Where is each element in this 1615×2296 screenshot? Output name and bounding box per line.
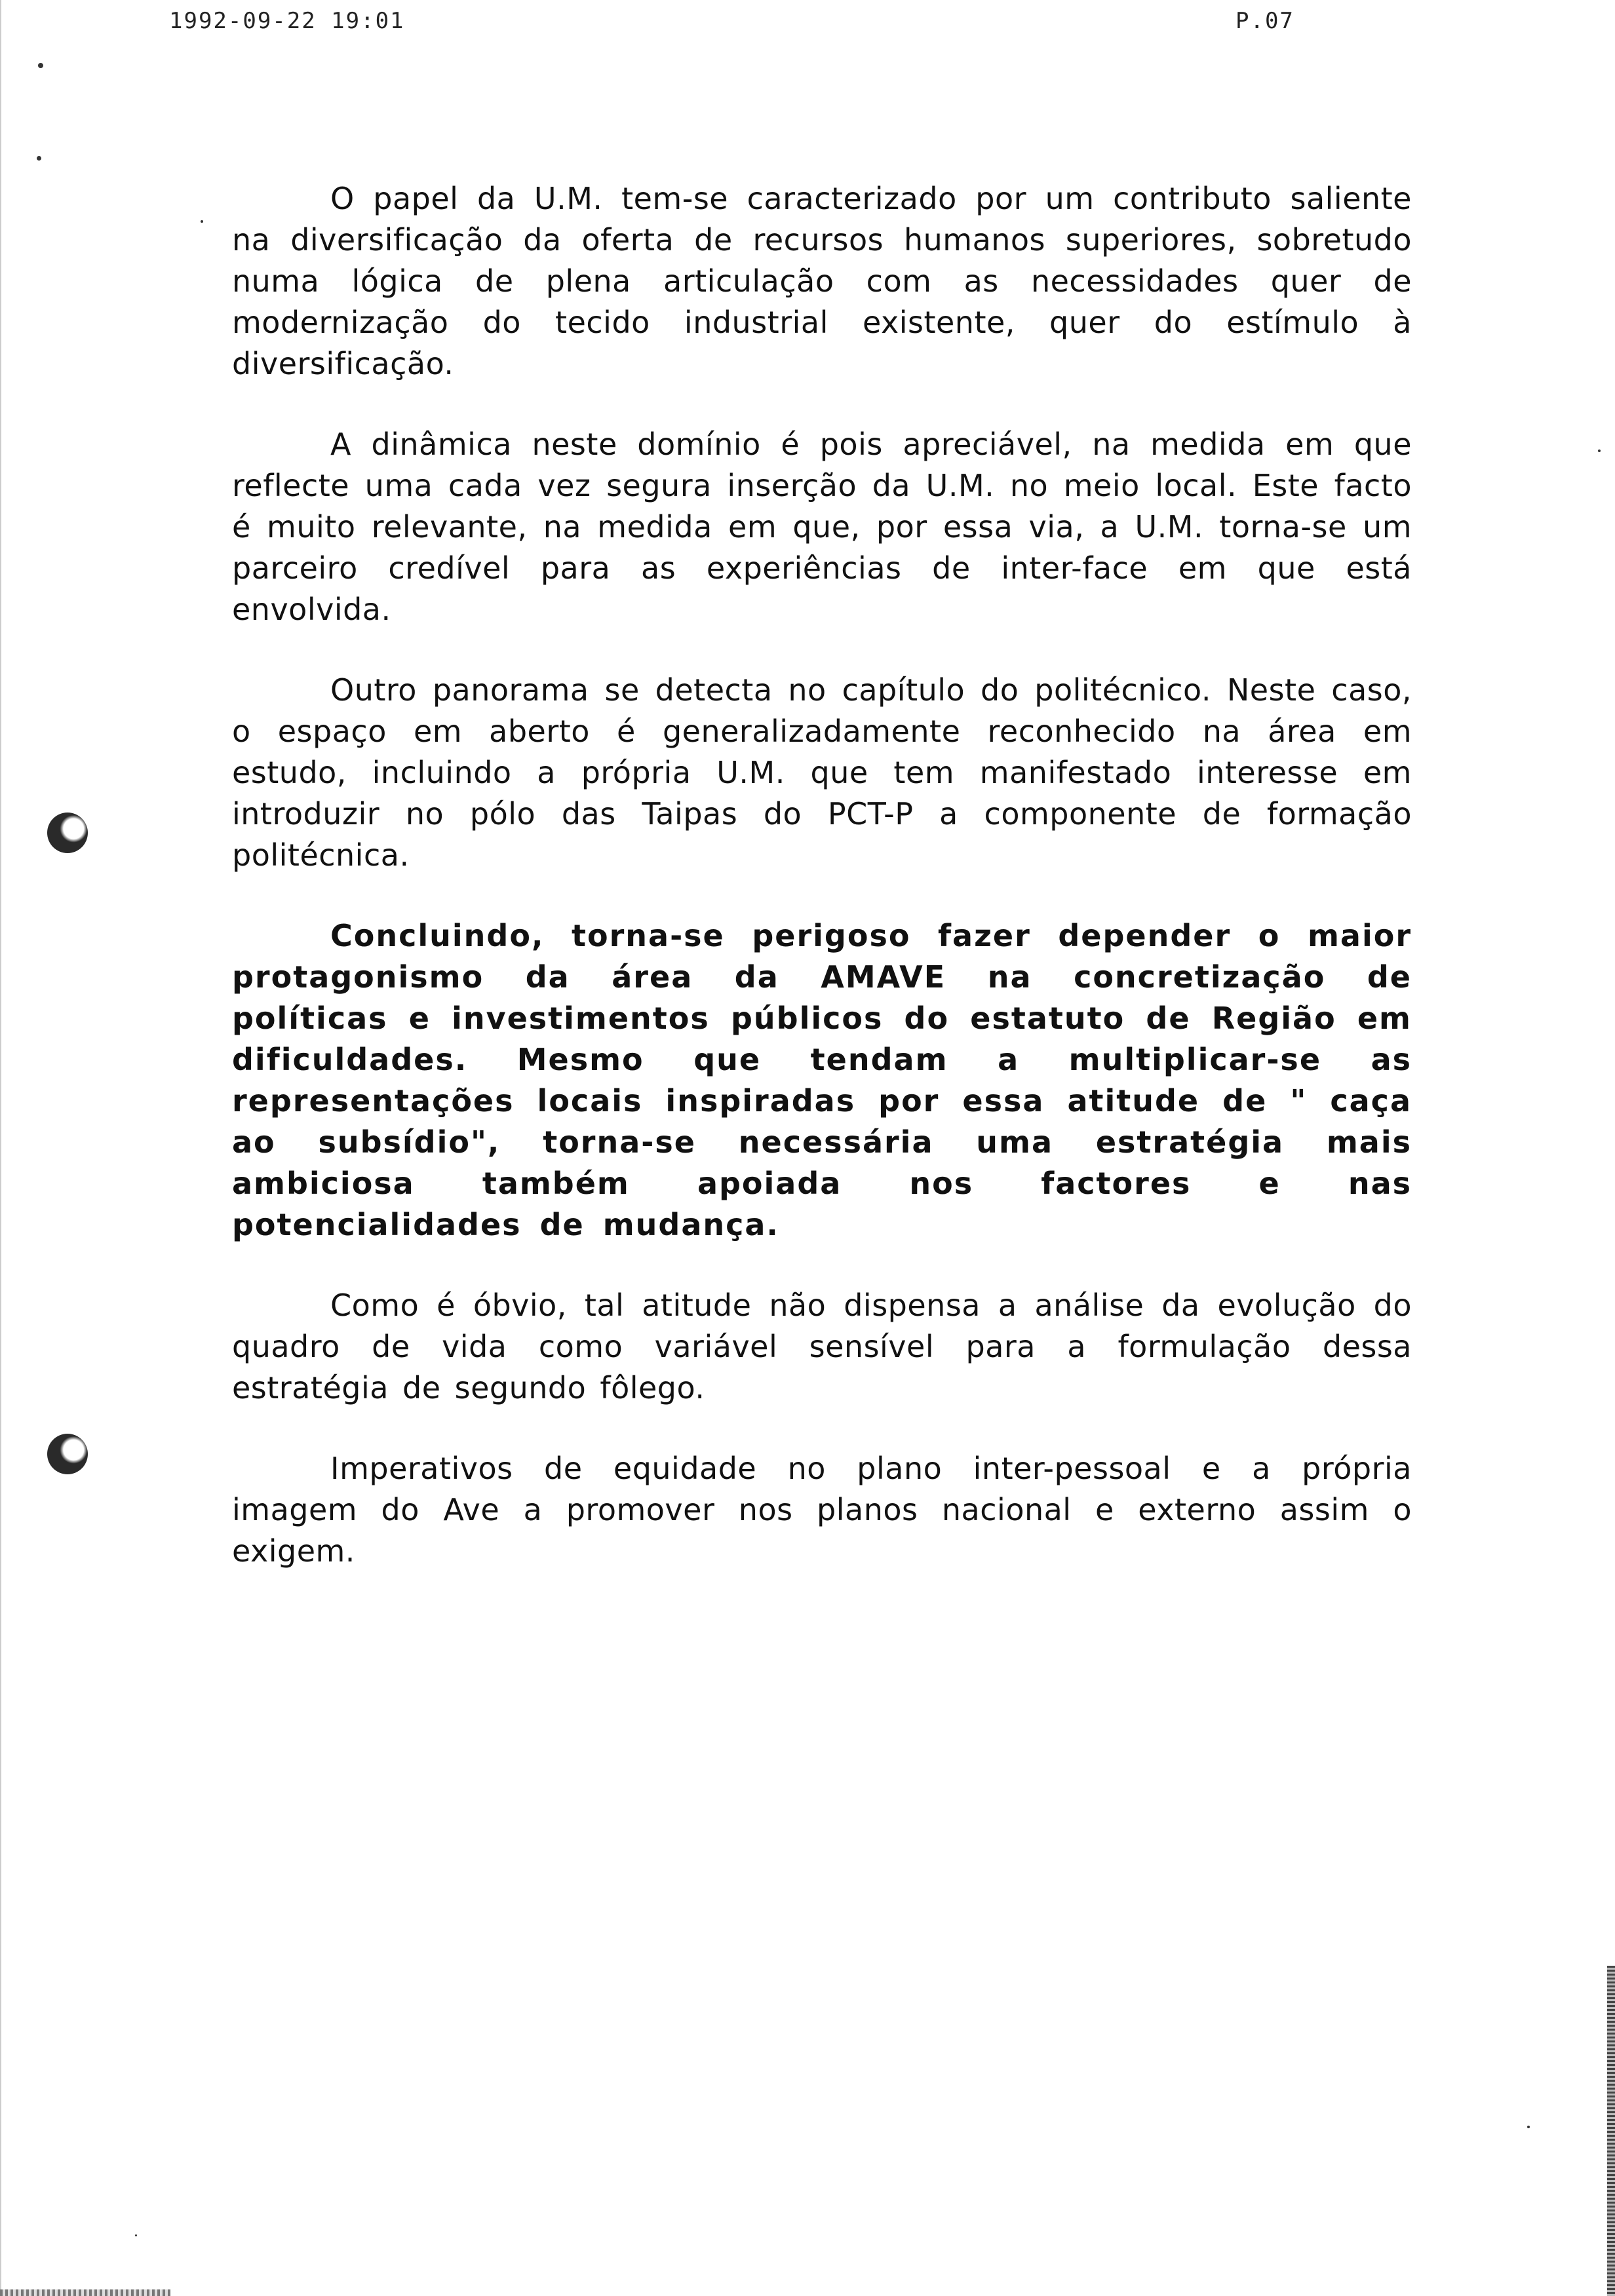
scan-speck	[38, 63, 43, 68]
fax-page-number: P.07	[1236, 8, 1294, 34]
scan-left-edge	[0, 0, 1, 2296]
scan-speck	[1598, 450, 1601, 452]
scan-speck	[135, 2234, 137, 2236]
paragraph-equity: Imperativos de equidade no plano inter-pessoal e a própria imagem do Ave a promover nos planos nacional e externo assim o exigem.	[232, 1451, 1412, 1569]
paragraph-um-role: O papel da U.M. tem-se caracterizado por um contributo saliente na diversificação da oferta de recursos humanos superiores, sobretudo numa lógica de plena articulação com as necessidades quer de modernização do tecido industrial existente, quer do estímulo à diversificação.	[232, 181, 1412, 381]
punch-hole-icon	[47, 813, 88, 853]
scan-speck	[1527, 2126, 1530, 2128]
paragraph-quality-of-life: Como é óbvio, tal atitude não dispensa a análise da evolução do quadro de vida como variável sensível para a formulação dessa estratégia de segundo fôlego.	[232, 1288, 1412, 1406]
paragraph-conclusion: Concluindo, torna-se perigoso fazer depender o maior protagonismo da área da AMAVE na concretização de políticas e investimentos públicos do estatuto de Região em dificuldades. Mesmo que tendam a multiplicar-se as representações locais inspiradas por essa atitude de " caça ao subsídio", torna-se necessária uma estratégia mais ambiciosa também apoiada nos factores e nas potencialidades de mudança.	[232, 918, 1412, 1242]
scan-speck	[201, 220, 203, 223]
paragraph-polytechnic: Outro panorama se detecta no capítulo do politécnico. Neste caso, o espaço em aberto é generalizadamente reconhecido na área em estudo, incluindo a própria U.M. que tem manifestado interesse em introduzir no pólo das Taipas do PCT-P a componente de formação politécnica.	[232, 672, 1412, 873]
scan-bottom-edge	[0, 2289, 170, 2296]
scan-right-edge	[1607, 1966, 1615, 2296]
fax-timestamp: 1992-09-22 19:01	[169, 8, 405, 34]
fax-header	[0, 5, 1615, 38]
document-body	[232, 178, 1412, 1611]
paragraph-dynamics: A dinâmica neste domínio é pois apreciável, na medida em que reflecte uma cada vez segura inserção da U.M. no meio local. Este facto é muito relevante, na medida em que, por essa via, a U.M. torna-se um parceiro credível para as experiências de inter-face em que está envolvida.	[232, 427, 1412, 627]
scan-speck	[37, 156, 41, 161]
punch-hole-icon	[47, 1434, 88, 1474]
